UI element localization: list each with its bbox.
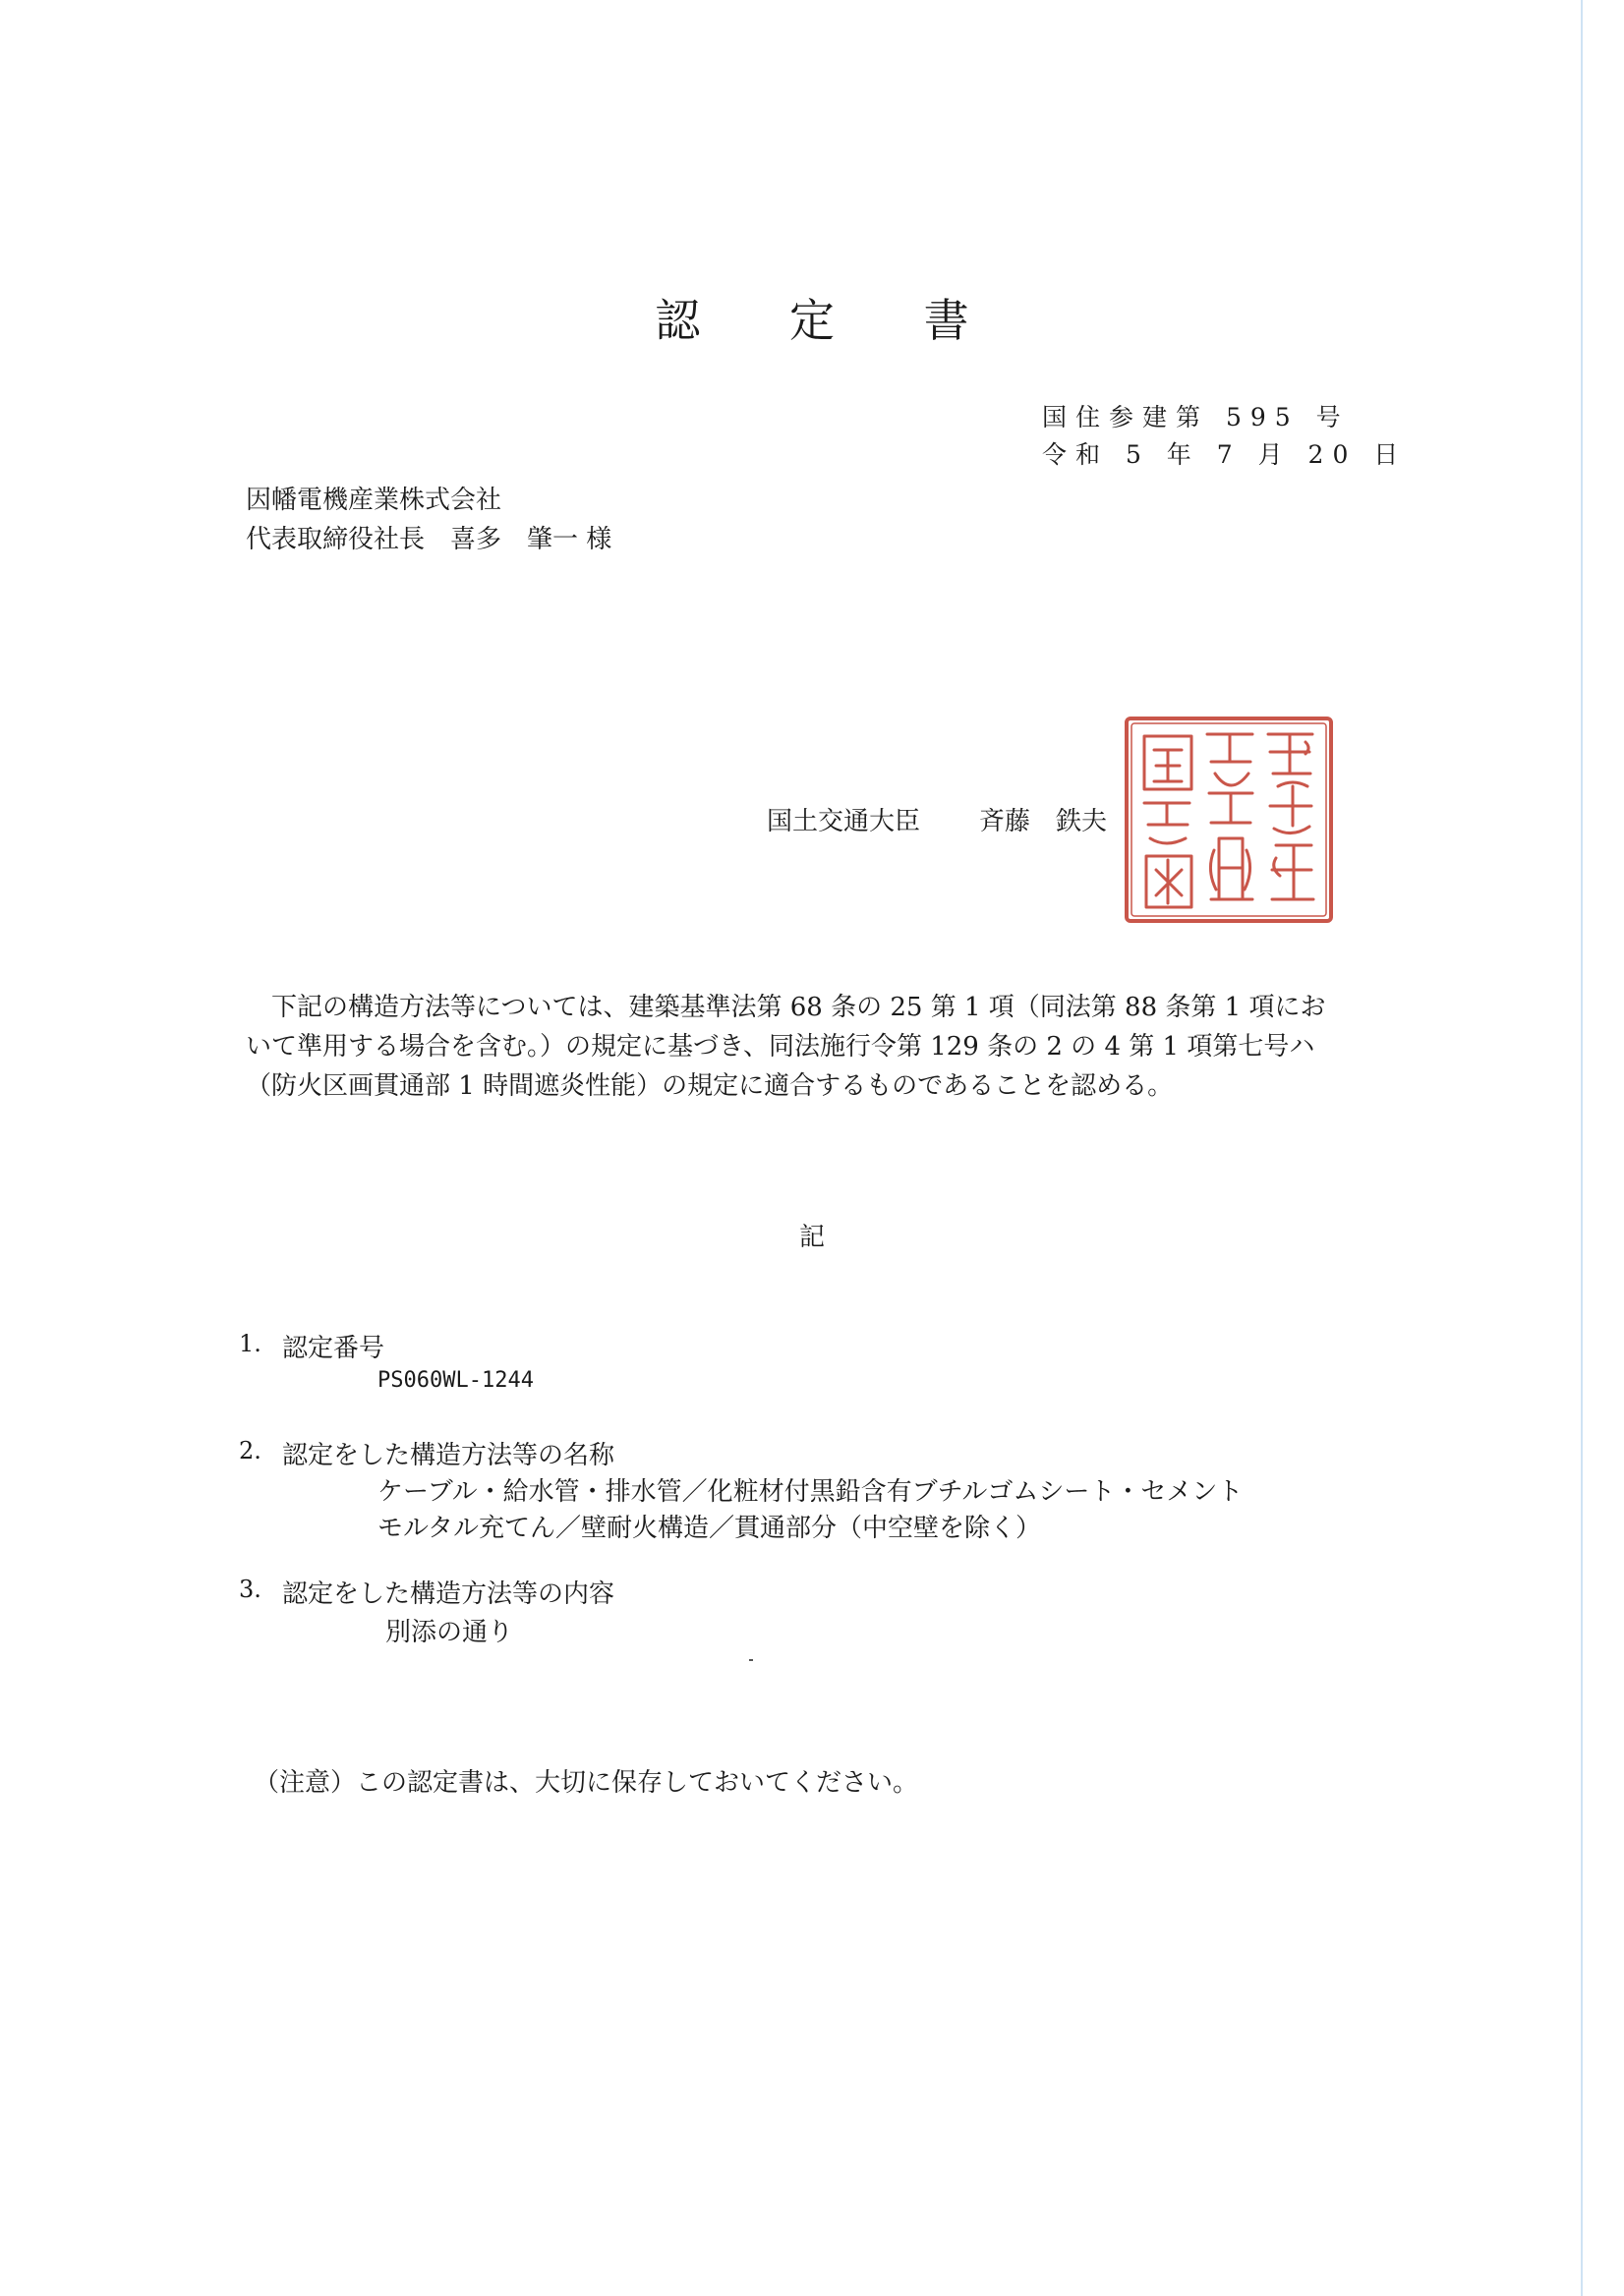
item-1-number: 1. [239, 1330, 261, 1357]
body-line: 下記の構造方法等については、建築基準法第 68 条の 25 第 1 項（同法第 88 条第 1 項にお [246, 993, 1326, 1022]
scan-speck [749, 1659, 753, 1661]
addressee-company: 因幡電機産業株式会社 [246, 486, 502, 515]
official-seal-icon [1121, 713, 1337, 927]
caution-note: （注意）この認定書は、大切に保存しておいてください。 [254, 1768, 919, 1798]
item-3-number: 3. [239, 1576, 261, 1603]
ki-heading: 記 [798, 1223, 825, 1252]
item-1-label: 認定番号 [282, 1334, 385, 1363]
item-2-value-line-1: ケーブル・給水管・排水管／化粧材付黒鉛含有ブチルゴムシート・セメント [377, 1477, 1244, 1507]
item-2-value-line-2: モルタル充てん／壁耐火構造／貫通部分（中空壁を除く） [377, 1514, 1041, 1543]
minister-name: 斉藤 鉄夫 [979, 807, 1108, 836]
body-line: （防火区画貫通部 1 時間遮炎性能）の規定に適合するものであることを認める。 [246, 1071, 1174, 1101]
issuer-line [767, 801, 1107, 837]
minister-title: 国土交通大臣 [767, 807, 921, 836]
item-2-number: 2. [239, 1437, 261, 1464]
reference-number: 国住参建第 595 号 [1042, 403, 1350, 431]
item-2-label: 認定をした構造方法等の名称 [282, 1441, 615, 1470]
item-1-value: PS060WL-1244 [377, 1368, 534, 1393]
item-3-label: 認定をした構造方法等の内容 [282, 1579, 615, 1609]
certification-body [246, 988, 1425, 1106]
document-title: 認 定 書 [655, 294, 1007, 347]
issue-date: 令和 5 年 7 月 20 日 [1042, 440, 1408, 469]
body-line: いて準用する場合を含む。）の規定に基づき、同法施行令第 129 条の 2 の 4 第 1 項第七号ハ [246, 1032, 1315, 1062]
item-3-value: 別添の通り [385, 1618, 514, 1647]
addressee-person: 代表取締役社長 喜多 肇一 様 [246, 525, 612, 554]
